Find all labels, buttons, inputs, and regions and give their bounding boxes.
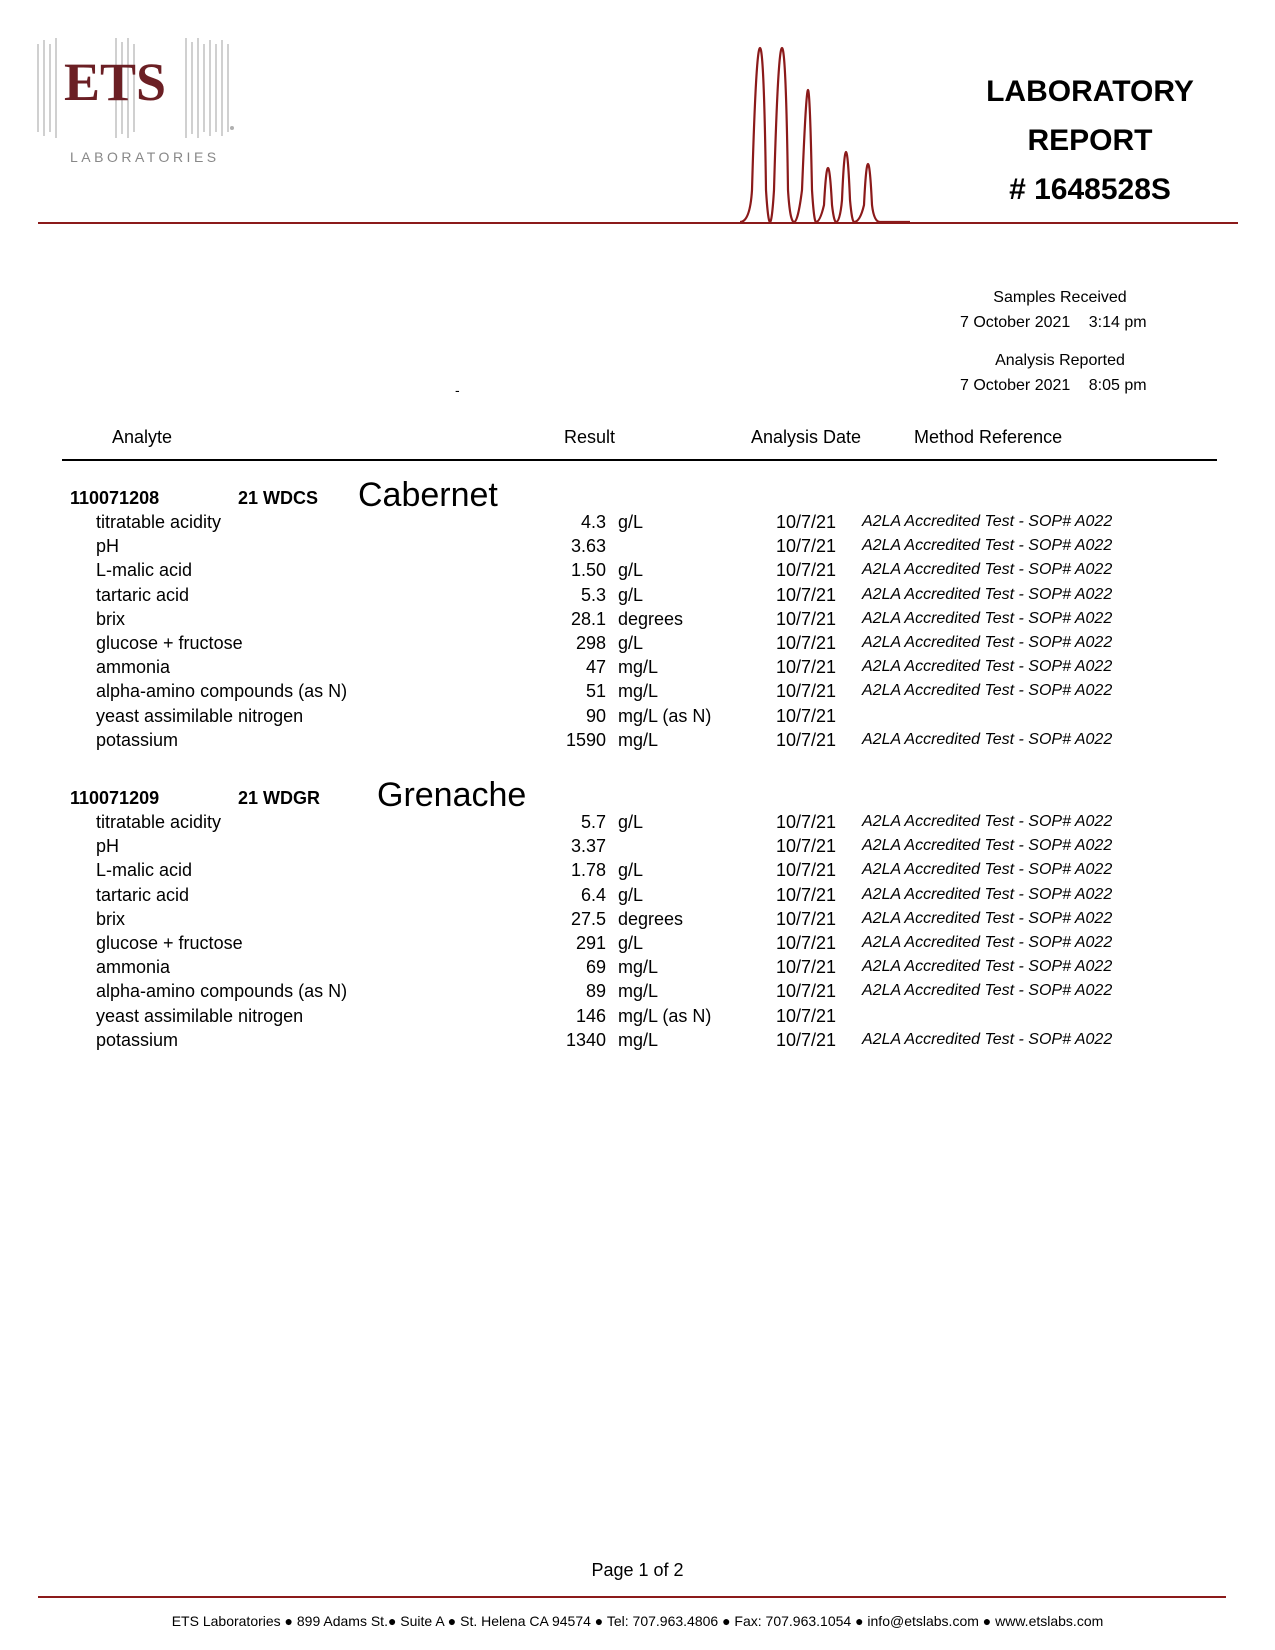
report-number: # 1648528S bbox=[1009, 173, 1171, 206]
unit-cell: mg/L (as N) bbox=[618, 705, 712, 726]
analyte-cell: yeast assimilable nitrogen bbox=[96, 1005, 304, 1026]
analyte-cell: L-malic acid bbox=[96, 860, 193, 881]
table-row bbox=[0, 981, 1275, 1005]
table-row bbox=[0, 585, 1275, 609]
ets-logo bbox=[36, 36, 246, 176]
unit-cell: g/L bbox=[618, 560, 644, 581]
analysis-reported-time: 8:05 pm bbox=[1088, 377, 1147, 394]
unit-cell: g/L bbox=[618, 884, 644, 905]
table-row bbox=[0, 885, 1275, 909]
method-cell: A2LA Accredited Test - SOP# A022 bbox=[862, 909, 1113, 927]
result-cell: 291 bbox=[575, 933, 606, 953]
logo-sub-text: LABORATORIES bbox=[70, 149, 220, 165]
result-cell: 51 bbox=[585, 681, 606, 702]
samples-received-value bbox=[960, 314, 1147, 332]
method-cell: A2LA Accredited Test - SOP# A022 bbox=[862, 958, 1113, 976]
result-cell: 146 bbox=[575, 1005, 606, 1026]
unit-cell: g/L bbox=[618, 633, 644, 653]
analysis-reported-date: 7 October 2021 bbox=[960, 377, 1071, 394]
column-header-method: Method Reference bbox=[914, 427, 1063, 447]
date-cell: 10/7/21 bbox=[776, 560, 837, 581]
table-row bbox=[0, 730, 1275, 754]
analyte-cell: titratable acidity bbox=[96, 812, 222, 832]
sample-code: 21 WDCS bbox=[238, 488, 319, 508]
result-cell: 298 bbox=[575, 633, 606, 653]
unit-cell: mg/L bbox=[618, 957, 659, 978]
unit-cell: degrees bbox=[618, 608, 684, 629]
date-cell: 10/7/21 bbox=[776, 657, 837, 678]
date-cell: 10/7/21 bbox=[776, 1029, 837, 1050]
method-cell: A2LA Accredited Test - SOP# A022 bbox=[862, 885, 1113, 903]
result-cell: 47 bbox=[585, 657, 606, 678]
sample-name: Cabernet bbox=[358, 476, 498, 514]
stray-mark: - bbox=[455, 382, 460, 398]
method-cell: A2LA Accredited Test - SOP# A022 bbox=[862, 1030, 1113, 1048]
table-header-rule bbox=[62, 459, 1217, 461]
table-row bbox=[0, 633, 1275, 657]
table-row bbox=[0, 909, 1275, 933]
table-row bbox=[0, 1030, 1275, 1054]
result-cell: 5.7 bbox=[580, 812, 606, 832]
analyte-cell: brix bbox=[96, 908, 126, 929]
date-cell: 10/7/21 bbox=[776, 981, 837, 1002]
logo-brand-text: ETS bbox=[64, 52, 167, 112]
analysis-reported-label: Analysis Reported bbox=[995, 352, 1125, 369]
table-row bbox=[0, 657, 1275, 681]
table-row bbox=[0, 609, 1275, 633]
analyte-cell: potassium bbox=[96, 1029, 179, 1050]
analyte-cell: tartaric acid bbox=[96, 584, 190, 605]
unit-cell: g/L bbox=[618, 584, 644, 605]
column-header-analysis-date: Analysis Date bbox=[751, 427, 862, 447]
date-cell: 10/7/21 bbox=[776, 933, 837, 953]
method-cell: A2LA Accredited Test - SOP# A022 bbox=[862, 585, 1113, 603]
unit-cell: mg/L bbox=[618, 729, 659, 750]
analyte-cell: potassium bbox=[96, 729, 179, 750]
analyte-cell: brix bbox=[96, 608, 126, 629]
method-cell: A2LA Accredited Test - SOP# A022 bbox=[862, 730, 1113, 748]
result-cell: 5.3 bbox=[580, 584, 606, 605]
date-cell: 10/7/21 bbox=[776, 860, 837, 881]
sample-name: Grenache bbox=[377, 776, 527, 814]
unit-cell: degrees bbox=[618, 908, 684, 929]
method-cell: A2LA Accredited Test - SOP# A022 bbox=[862, 837, 1113, 855]
unit-cell: g/L bbox=[618, 812, 644, 832]
result-cell: 3.63 bbox=[570, 536, 606, 557]
table-row bbox=[0, 860, 1275, 884]
analyte-cell: glucose + fructose bbox=[96, 633, 243, 653]
unit-cell: g/L bbox=[618, 860, 644, 881]
unit-cell: mg/L (as N) bbox=[618, 1005, 712, 1026]
table-row bbox=[0, 957, 1275, 981]
table-row bbox=[0, 512, 1275, 536]
result-cell: 90 bbox=[585, 705, 606, 726]
date-cell: 10/7/21 bbox=[776, 512, 837, 532]
method-cell: A2LA Accredited Test - SOP# A022 bbox=[862, 682, 1113, 700]
sample-id: 110071209 bbox=[70, 788, 160, 808]
result-cell: 6.4 bbox=[580, 884, 606, 905]
method-cell: A2LA Accredited Test - SOP# A022 bbox=[862, 658, 1113, 676]
analyte-cell: titratable acidity bbox=[96, 512, 222, 532]
method-cell: A2LA Accredited Test - SOP# A022 bbox=[862, 861, 1113, 879]
result-cell: 3.37 bbox=[570, 836, 606, 857]
date-cell: 10/7/21 bbox=[776, 705, 837, 726]
sample-id: 110071208 bbox=[70, 488, 160, 508]
unit-cell: mg/L bbox=[618, 1029, 659, 1050]
footer-contact: ETS Laboratories ● 899 Adams St.● Suite A ● St. Helena CA 94574 ● Tel: 707.963.4806 ● Fax: 707.963.1054 ● info@etslabs.com ● www.etslabs.com bbox=[171, 1613, 1104, 1629]
date-cell: 10/7/21 bbox=[776, 584, 837, 605]
analysis-reported-value bbox=[960, 377, 1147, 395]
result-cell: 1.78 bbox=[570, 860, 606, 881]
report-title-line2: REPORT bbox=[1027, 124, 1153, 157]
method-cell: A2LA Accredited Test - SOP# A022 bbox=[862, 537, 1113, 555]
footer-rule bbox=[38, 1596, 1226, 1598]
column-header-analyte: Analyte bbox=[112, 427, 173, 447]
table-row bbox=[0, 681, 1275, 705]
analyte-cell: pH bbox=[96, 536, 120, 557]
date-cell: 10/7/21 bbox=[776, 633, 837, 653]
column-header-result: Result bbox=[564, 427, 616, 447]
table-row bbox=[0, 706, 1275, 730]
analyte-cell: ammonia bbox=[96, 657, 171, 678]
analyte-cell: pH bbox=[96, 836, 120, 857]
result-cell: 4.3 bbox=[580, 512, 606, 532]
method-cell: A2LA Accredited Test - SOP# A022 bbox=[862, 813, 1113, 830]
result-cell: 1590 bbox=[565, 729, 606, 750]
result-cell: 28.1 bbox=[570, 608, 606, 629]
samples-received-date: 7 October 2021 bbox=[960, 314, 1071, 331]
table-row bbox=[0, 836, 1275, 860]
date-cell: 10/7/21 bbox=[776, 729, 837, 750]
unit-cell: mg/L bbox=[618, 981, 659, 1002]
table-row bbox=[0, 1006, 1275, 1030]
unit-cell: g/L bbox=[618, 933, 644, 953]
samples-received-label: Samples Received bbox=[993, 289, 1127, 306]
method-cell: A2LA Accredited Test - SOP# A022 bbox=[862, 934, 1113, 951]
date-cell: 10/7/21 bbox=[776, 681, 837, 702]
unit-cell: mg/L bbox=[618, 681, 659, 702]
analyte-cell: yeast assimilable nitrogen bbox=[96, 705, 304, 726]
method-cell: A2LA Accredited Test - SOP# A022 bbox=[862, 634, 1113, 651]
page-number: Page 1 of 2 bbox=[591, 1560, 684, 1580]
date-cell: 10/7/21 bbox=[776, 908, 837, 929]
header-rule bbox=[38, 222, 1238, 224]
result-cell: 27.5 bbox=[570, 908, 606, 929]
chromatogram-peaks-graphic bbox=[740, 40, 910, 225]
method-cell: A2LA Accredited Test - SOP# A022 bbox=[862, 609, 1113, 627]
sample-code: 21 WDGR bbox=[238, 788, 321, 808]
date-cell: 10/7/21 bbox=[776, 836, 837, 857]
table-row bbox=[0, 812, 1275, 836]
analyte-cell: glucose + fructose bbox=[96, 933, 243, 953]
method-cell: A2LA Accredited Test - SOP# A022 bbox=[862, 982, 1113, 1000]
result-cell: 1.50 bbox=[570, 560, 606, 581]
analyte-cell: alpha-amino compounds (as N) bbox=[96, 981, 348, 1002]
date-cell: 10/7/21 bbox=[776, 957, 837, 978]
analyte-cell: tartaric acid bbox=[96, 884, 190, 905]
date-cell: 10/7/21 bbox=[776, 812, 837, 832]
samples-received-time: 3:14 pm bbox=[1088, 314, 1147, 331]
report-title-line1: LABORATORY bbox=[986, 75, 1194, 108]
unit-cell: g/L bbox=[618, 512, 644, 532]
result-cell: 1340 bbox=[565, 1029, 606, 1050]
analyte-cell: ammonia bbox=[96, 957, 171, 978]
table-row bbox=[0, 536, 1275, 560]
table-row bbox=[0, 933, 1275, 957]
method-cell: A2LA Accredited Test - SOP# A022 bbox=[862, 561, 1113, 579]
date-cell: 10/7/21 bbox=[776, 1005, 837, 1026]
date-cell: 10/7/21 bbox=[776, 884, 837, 905]
analyte-cell: L-malic acid bbox=[96, 560, 193, 581]
table-row bbox=[0, 560, 1275, 584]
analyte-cell: alpha-amino compounds (as N) bbox=[96, 681, 348, 702]
date-cell: 10/7/21 bbox=[776, 608, 837, 629]
unit-cell: mg/L bbox=[618, 657, 659, 678]
method-cell: A2LA Accredited Test - SOP# A022 bbox=[862, 513, 1113, 530]
result-cell: 69 bbox=[585, 957, 606, 978]
date-cell: 10/7/21 bbox=[776, 536, 837, 557]
result-cell: 89 bbox=[585, 981, 606, 1002]
